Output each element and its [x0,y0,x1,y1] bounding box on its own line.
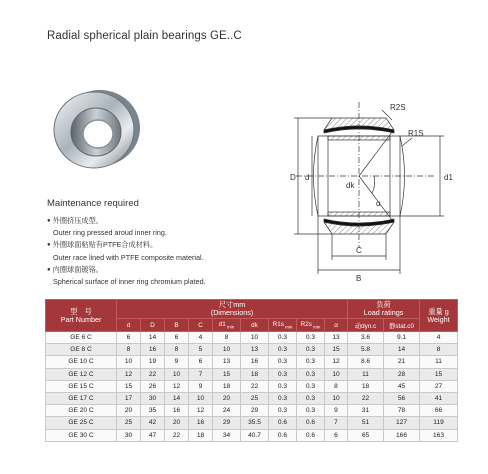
sub-header: B [165,319,189,332]
load-en: Load ratings [363,308,404,317]
dim-en: (Dimensions) [210,308,254,317]
table-cell: 15 [117,380,141,392]
table-cell: 6 [325,429,348,441]
table-cell: 6 [189,356,213,368]
table-cell: 13 [325,332,348,344]
table-cell: 16 [141,344,165,356]
load-ratings-header [348,300,420,319]
table-cell: 47 [141,429,165,441]
table-cell: 20 [165,417,189,429]
table-cell: 4 [189,332,213,344]
table-cell: 17 [117,392,141,404]
sub-header: d [117,319,141,332]
maintenance-title: Maintenance required [47,198,139,209]
table-cell: 8 [165,344,189,356]
table-cell: 12 [189,405,213,417]
table-cell: 119 [420,417,458,429]
note-en: Spherical surface of inner ring chromium plated. [53,277,206,287]
table-row [46,380,458,392]
note-cn: ● 内圈球面镀铬。 [47,264,206,276]
table-cell: 0.3 [269,392,297,404]
table-cell: GE 25 C [46,417,117,429]
table-cell: 9 [189,380,213,392]
table-cell: 11 [420,356,458,368]
table-cell: 8 [117,344,141,356]
part-cn: 型 号 [70,306,92,316]
sub-header: d1 $_{min}$ [213,319,241,332]
page-title: Radial spherical plain bearings GE..C [47,30,242,42]
table-cell: 66 [420,405,458,417]
sub-header: 动dyn.c [348,319,384,332]
table-cell: 0.3 [297,380,325,392]
table-cell: 78 [384,405,420,417]
weight-en: Weight [427,314,450,324]
table-cell: 40.7 [241,429,269,441]
table-cell: 13 [241,344,269,356]
table-cell: 0.3 [297,332,325,344]
note-cn: ● 外圈球面粘贴有PTFE合成材料。 [47,239,206,251]
table-cell: 0.6 [297,429,325,441]
table-cell: 127 [384,417,420,429]
table-cell: 22 [141,368,165,380]
table-cell: 19 [141,356,165,368]
table-cell: 20 [117,405,141,417]
table-cell: 0.3 [269,356,297,368]
table-cell: 12 [117,368,141,380]
table-cell: 0.3 [269,344,297,356]
table-cell: 3.6 [348,332,384,344]
table-cell: 25 [117,417,141,429]
table-cell: 0.3 [297,405,325,417]
table-cell: 10 [213,344,241,356]
table-cell: 16 [165,405,189,417]
table-cell: 30 [117,429,141,441]
table-cell: 9 [165,356,189,368]
table-cell: 9 [325,405,348,417]
table-cell: 0.3 [269,368,297,380]
table-cell: 163 [420,429,458,441]
table-cell: GE 10 C [46,356,117,368]
table-cell: 12 [325,356,348,368]
note-en: Outer ring pressed aroud inner ring. [53,228,167,238]
d-label: d [305,173,310,182]
table-cell: 7 [189,368,213,380]
table-cell: 15 [420,368,458,380]
table-cell: 14 [141,332,165,344]
table-cell: 0.3 [297,356,325,368]
table-cell: 0.3 [297,344,325,356]
table-row [46,332,458,344]
table-cell: GE 8 C [46,344,117,356]
sub-header: α [325,319,348,332]
B-label: B [356,274,362,283]
table-cell: 56 [384,392,420,404]
note-cn: ● 外圈挤压成型。 [47,215,206,227]
table-row [46,405,458,417]
table-row [46,368,458,380]
table-cell: 16 [189,417,213,429]
table-row [46,392,458,404]
table-cell: 0.3 [269,380,297,392]
sub-header: D [141,319,165,332]
table-cell: 27 [420,380,458,392]
table-cell: GE 6 C [46,332,117,344]
table-cell: 6 [117,332,141,344]
table-cell: 10 [325,368,348,380]
table-cell: 10 [117,356,141,368]
table-cell: GE 20 C [46,405,117,417]
feature-notes [47,215,206,288]
bearing-photo [44,80,144,176]
table-cell: 41 [420,392,458,404]
table-cell: 4 [420,332,458,344]
table-cell: 0.3 [269,405,297,417]
table-cell: 10 [165,368,189,380]
table-cell: 9.1 [384,332,420,344]
table-cell: 5.8 [348,344,384,356]
table-cell: 22 [241,380,269,392]
table-cell: 25 [241,392,269,404]
table-cell: 18 [348,380,384,392]
table-cell: 13 [213,356,241,368]
table-cell: 0.3 [269,332,297,344]
table-cell: 34 [213,429,241,441]
table-row [46,429,458,441]
table-cell: 15 [213,368,241,380]
weight-cn: 重量 g [428,306,449,316]
table-cell: 30 [141,392,165,404]
table-cell: 22 [348,392,384,404]
table-cell: 6 [165,332,189,344]
table-cell: 0.3 [297,392,325,404]
table-cell: 21 [384,356,420,368]
table-cell: 35.5 [241,417,269,429]
table-cell: 12 [165,380,189,392]
table-cell: 28 [384,368,420,380]
sub-header: R1s $_{min}$ [269,319,297,332]
table-cell: GE 17 C [46,392,117,404]
table-cell: 18 [189,429,213,441]
table-cell: 20 [213,392,241,404]
table-cell: 15 [325,344,348,356]
weight-header [420,300,458,332]
table-row [46,344,458,356]
load-cn: 负荷 [376,300,391,309]
technical-drawing [284,96,464,286]
table-cell: 65 [348,429,384,441]
table-cell: 14 [384,344,420,356]
table-cell: 22 [165,429,189,441]
table-cell: 31 [348,405,384,417]
table-cell: 8 [213,332,241,344]
table-cell: 0.6 [269,417,297,429]
table-cell: 42 [141,417,165,429]
table-cell: 166 [384,429,420,441]
table-cell: 11 [348,368,384,380]
table-cell: 29 [241,405,269,417]
sub-header: R2s $_{min}$ [297,319,325,332]
table-cell: 45 [384,380,420,392]
D-label: D [290,173,296,182]
table-cell: 16 [241,356,269,368]
table-cell: GE 30 C [46,429,117,441]
table-cell: 8 [420,344,458,356]
dim-cn: 尺寸mm [218,300,246,309]
dimensions-header [117,300,348,319]
table-cell: 14 [165,392,189,404]
sub-header: C [189,319,213,332]
table-cell: 35 [141,405,165,417]
spec-table [45,299,458,442]
C-label: C [356,246,362,255]
part-en: Part Number [60,314,102,324]
table-cell: 10 [325,392,348,404]
table-cell: 8.6 [348,356,384,368]
table-cell: 10 [189,392,213,404]
table-cell: 8 [325,380,348,392]
table-cell: 29 [213,417,241,429]
table-cell: 7 [325,417,348,429]
table-cell: 10 [241,332,269,344]
table-row [46,356,458,368]
note-en: Outer race lined with PTFE composite material. [53,252,204,262]
table-row [46,417,458,429]
table-cell: 18 [213,380,241,392]
part-number-header [46,300,117,332]
sub-header: 静stat.c0 [384,319,420,332]
table-cell: 0.6 [297,417,325,429]
table-cell: GE 15 C [46,380,117,392]
r1s-label: R1S [408,129,424,138]
table-cell: 0.6 [269,429,297,441]
alpha-label: α [376,199,381,208]
table-cell: 0.3 [297,368,325,380]
d1-label: d1 [444,173,453,182]
table-cell: 24 [213,405,241,417]
dk-label: dk [346,181,355,190]
r2s-label: R2S [390,103,406,112]
table-cell: 51 [348,417,384,429]
sub-header: dk [241,319,269,332]
table-cell: 26 [141,380,165,392]
table-cell: 5 [189,344,213,356]
table-cell: GE 12 C [46,368,117,380]
table-cell: 18 [241,368,269,380]
